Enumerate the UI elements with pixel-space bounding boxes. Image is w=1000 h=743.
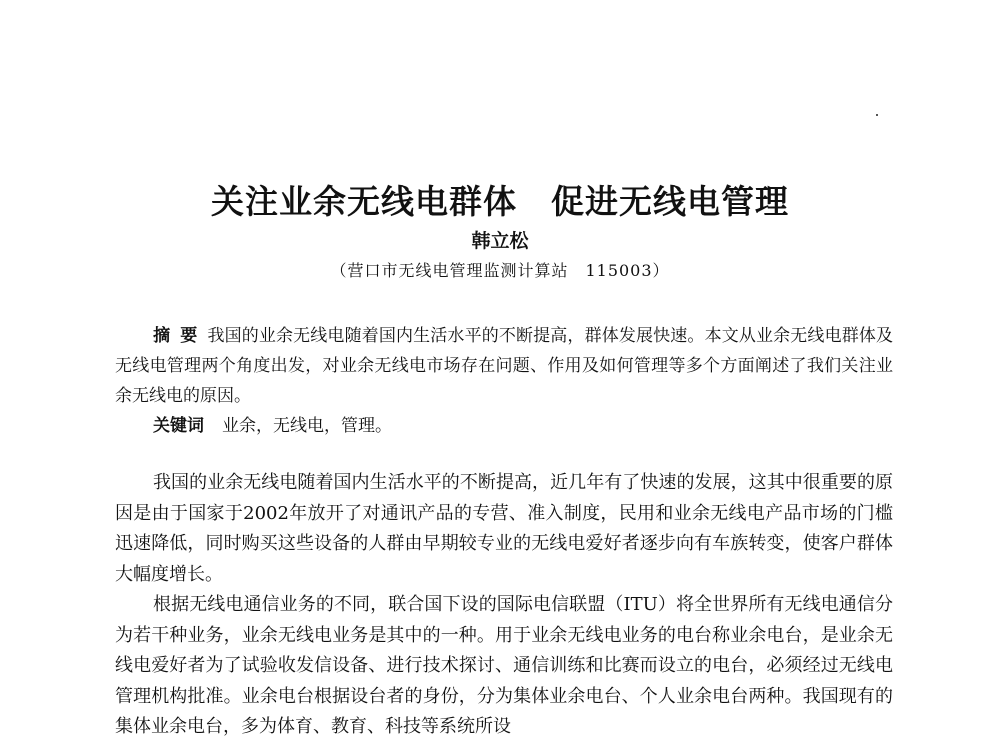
article-affiliation: （营口市无线电管理监测计算站 115003） (330, 261, 670, 280)
abstract-label: 摘要 (153, 326, 208, 346)
abstract-block (115, 321, 893, 411)
abstract-text: 我国的业余无线电随着国内生活水平的不断提高，群体发展快速。本文从业余无线电群体及无线电管理两个角度出发，对业余无线电市场存在问题、作用及如何管理等多个方面阐述了我们关注业余无线电的原因。 (115, 326, 894, 406)
article-body (115, 468, 893, 743)
body-paragraph: 根据无线电通信业务的不同，联合国下设的国际电信联盟（ITU）将全世界所有无线电通信分为若干种业务，业余无线电业务是其中的一种。用于业余无线电业务的电台称业余电台，是业余无线电爱好者为了试验收发信设备、进行技术探讨、通信训练和比赛而设立的电台，必须经过无线电管理机构批准。业余电台根据设台者的身份，分为集体业余电台、个人业余电台两种。我国现有的集体业余电台，多为体育、教育、科技等系统所设 (115, 594, 893, 737)
article-title: 关注业余无线电群体 促进无线电管理 (211, 182, 789, 221)
keywords-text: 业余，无线电，管理。 (222, 416, 392, 436)
article-author: 韩立松 (471, 230, 529, 252)
keywords-label: 关键词 (153, 416, 204, 436)
keywords-block (153, 411, 392, 441)
scan-speck (876, 114, 878, 116)
body-paragraph: 我国的业余无线电随着国内生活水平的不断提高，近几年有了快速的发展，这其中很重要的原因是由于国家于2002年放开了对通讯产品的专营、准入制度，民用和业余无线电产品市场的门槛迅速降低，同时购买这些设备的人群由早期较专业的无线电爱好者逐步向有车族转变，使客户群体大幅度增长。 (115, 472, 893, 585)
